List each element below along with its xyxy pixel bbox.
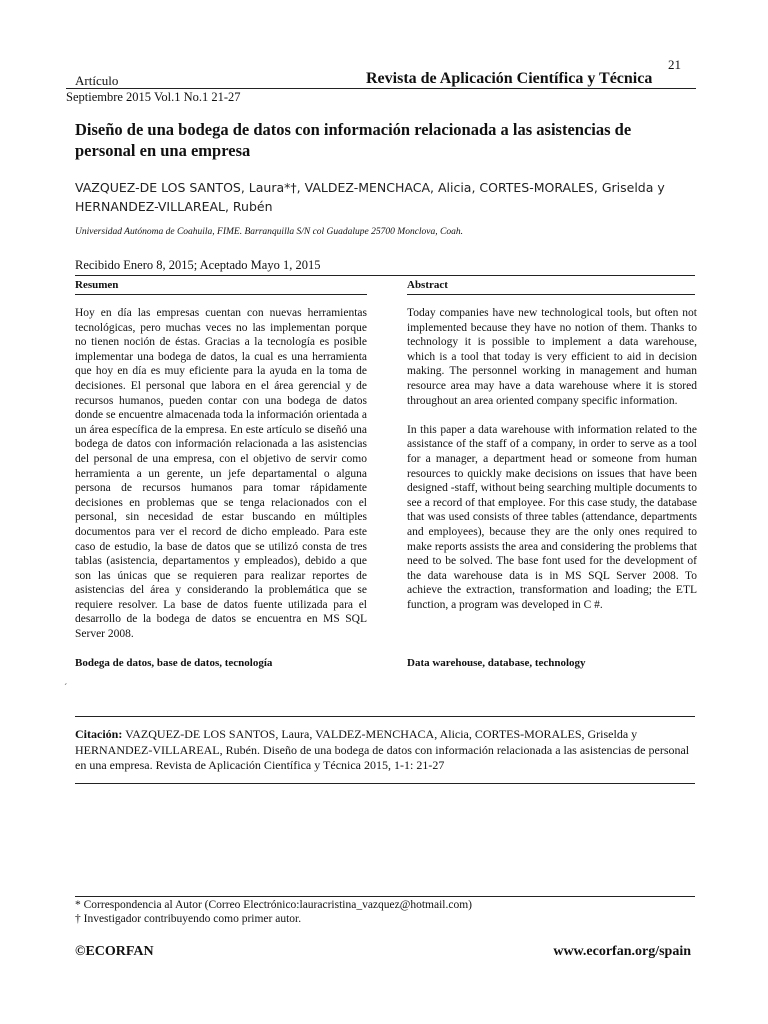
section-label: Artículo — [75, 73, 119, 88]
received-divider — [75, 275, 695, 276]
abstract-divider — [407, 294, 695, 295]
website-footer: www.ecorfan.org/spain — [553, 944, 691, 959]
stray-mark: ´ — [64, 683, 68, 694]
citation — [75, 727, 695, 774]
journal-title: Revista de Aplicación Científica y Técnica — [366, 70, 653, 87]
issue-info: Septiembre 2015 Vol.1 No.1 21-27 — [66, 90, 241, 104]
citation-bottom-rule — [75, 783, 695, 784]
affiliation: Universidad Autónoma de Coahuila, FIME. Barranquilla S/N col Guadalupe 25700 Monclova, Coah. — [75, 227, 463, 237]
citation-text: VAZQUEZ-DE LOS SANTOS, Laura, VALDEZ-MENCHACA, Alicia, CORTES-MORALES, Griselda y HERNANDEZ-VILLAREAL, Rubén. Diseño de una bodega de datos con información relacionada a las asistencias de personal en una empresa. Revista de Aplicación Científica y Técnica 2015, 1-1: 21-27 — [75, 727, 690, 772]
citation-top-rule — [75, 716, 695, 717]
abstract-keywords: Data warehouse, database, technology — [407, 657, 586, 669]
footnote-first-author: † Investigador contribuyendo como primer autor. — [75, 913, 302, 925]
resumen-keywords: Bodega de datos, base de datos, tecnología — [75, 657, 273, 669]
resumen-divider — [75, 294, 367, 295]
article-title: Diseño de una bodega de datos con información relacionada a las asistencias de personal en una empresa — [75, 120, 632, 160]
footnote-rule — [75, 896, 695, 897]
footnote-correspondence: * Correspondencia al Autor (Correo Electrónico:lauracristina_vazquez@hotmail.com) — [75, 899, 472, 911]
resumen-text: Hoy en día las empresas cuentan con nuevas herramientas tecnológicas, pero muchas veces no las implementan porque no tienen noción de éstas. Gracias a la tecnología es posible implementar una bodega de datos, la cual es una herramienta que hoy en día es muy eficiente para la ayuda en la toma de decisiones. El personal que labora en el área gerencial y de recursos humanos, pueden contar con una bodega de datos donde se encuentre almacenada toda la información orientada a un área específica de la empresa. En este artículo se diseñó una bodega de datos con información relacionada a las asistencias del personal de una empresa, con el objetivo de servir como herramienta a un gerente, un jefe departamental o alguna persona de recursos humanos para tomar rápidamente decisiones en problemas que se tenga relacionados con el personal, sin necesidad de estar buscando en múltiples documentos para ver el record de dicho empleado. Para este caso de estudio, la base de datos que se utilizó consta de tres tablas (asistencia, departamentos y empleados), debido a que son las únicas que se requieren para realizar reportes de asistencias del área y considerando la problemática que se requiere resolver. La base de datos fuente utilizada para el desarrollo de la bodega de datos se encuentra en MS SQL Server 2008. — [75, 307, 367, 641]
citation-label: Citación: — [75, 727, 123, 741]
abstract-text: Today companies have new technological tools, but often not implemented because they have no notion of them. Thanks to technology it is possible to implement a data warehouse, which is a tool that today is very efficient to aid in decision making. The personnel working in management and human resource area may have a data warehouse where it is stored throughout an area oriented company specific information. In this paper a data warehouse with information related to the assistance of the staff of a company, in order to serve as a tool for a manager, a department head or someone from human resources to quickly make decisions on issues that have been designed -staff, without being searching multiple documents to see a record of that employee. For this case study, the database that was used consists of three tables (attendance, departments and employees), because they are the only ones required to make reports assists the area and considering the problems that need to be solved. The base font used for the development of the data warehouse data is in MS SQL Server 2008. To achieve the extraction, transformation and loading; the ETL function, a program was developed in C #. — [407, 307, 697, 611]
publisher-footer: ©ECORFAN — [75, 944, 154, 959]
received-date: Recibido Enero 8, 2015; Aceptado Mayo 1, 2015 — [75, 258, 321, 272]
page-number: 21 — [668, 57, 681, 72]
header-divider — [66, 88, 696, 89]
resumen-heading: Resumen — [75, 279, 119, 291]
abstract-heading: Abstract — [407, 279, 448, 291]
authors: VAZQUEZ-DE LOS SANTOS, Laura*†, VALDEZ-MENCHACA, Alicia, CORTES-MORALES, Griselda y HERNANDEZ-VILLAREAL, Rubén — [75, 180, 665, 214]
